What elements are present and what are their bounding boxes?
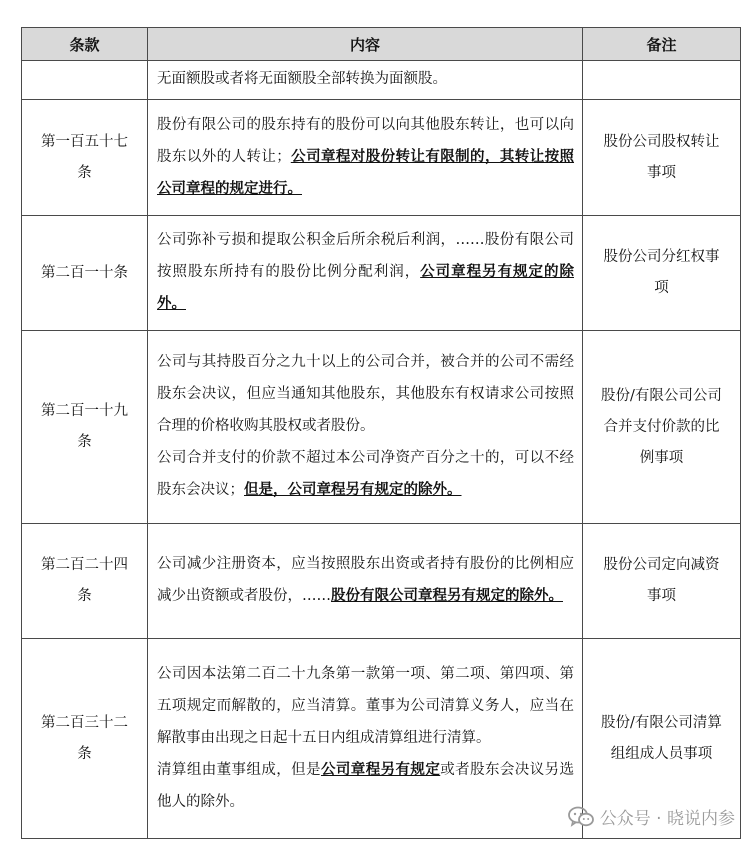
header-clause: 条款 bbox=[22, 28, 148, 61]
content-text: 或者股东会决议另选他人的除外。 bbox=[157, 761, 575, 810]
content-paragraph bbox=[157, 63, 574, 95]
table-row bbox=[22, 216, 741, 331]
highlighted-text: 股份有限公司章程另有规定的除外。 bbox=[331, 587, 563, 604]
content-text: 公司因本法第二百二十九条第一款第一项、第二项、第四项、第五项规定而解散的，应当清算。董事为公司清算义务人，应当在解散事由出现之日起十五日内组成清算组进行清算。 bbox=[157, 665, 574, 746]
content-cell bbox=[148, 331, 583, 524]
content-text: 清算组由董事组成，但是 bbox=[157, 761, 321, 778]
highlighted-text: 公司章程另有规定 bbox=[320, 760, 441, 778]
wechat-icon bbox=[568, 806, 594, 828]
watermark-text: 公众号 · 晓说内参 bbox=[599, 809, 735, 829]
clause-cell bbox=[22, 61, 148, 100]
remark-cell: 股份公司股权转让事项 bbox=[583, 100, 741, 216]
clause-table bbox=[21, 27, 741, 839]
content-cell bbox=[148, 100, 583, 216]
clause-cell: 第二百三十二条 bbox=[22, 639, 148, 839]
content-text: 公司与其持股百分之九十以上的公司合并，被合并的公司不需经股东会决议，但应当通知其他股东，其他股东有权请求公司按照合理的价格收购其股权或者股份。 bbox=[157, 354, 574, 434]
content-text: 无面额股或者将无面额股全部转换为面额股。 bbox=[157, 71, 447, 87]
table-row bbox=[22, 331, 741, 524]
watermark bbox=[568, 804, 735, 829]
content-text: 公司合并支付的价款不超过本公司净资产百分之十的，可以不经股东会决议； bbox=[157, 450, 574, 498]
content-paragraph bbox=[157, 346, 574, 442]
table-row bbox=[22, 61, 741, 100]
remark-cell bbox=[583, 61, 741, 100]
highlighted-text: 但是，公司章程另有规定的除外。 bbox=[244, 481, 462, 498]
clause-cell: 第一百五十七条 bbox=[22, 100, 148, 216]
content-text: 股份有限公司的股东持有的股份可以向其他股东转让，也可以向股东以外的人转让； bbox=[157, 116, 574, 165]
clause-cell: 第二百一十条 bbox=[22, 216, 148, 331]
header-content: 内容 bbox=[148, 28, 583, 61]
content-cell bbox=[148, 61, 583, 100]
content-paragraph bbox=[157, 442, 574, 506]
content-paragraph bbox=[157, 109, 574, 205]
clause-cell: 第二百一十九条 bbox=[22, 331, 148, 524]
content-cell bbox=[148, 639, 583, 839]
remark-cell: 股份/有限公司清算组组成人员事项 bbox=[583, 639, 741, 839]
table-row bbox=[22, 100, 741, 216]
header-remark: 备注 bbox=[583, 28, 741, 61]
highlighted-text: 公司章程另有规定的除外。 bbox=[157, 263, 574, 312]
content-paragraph bbox=[157, 224, 574, 320]
remark-cell: 股份公司分红权事项 bbox=[583, 216, 741, 331]
table-row bbox=[22, 524, 741, 639]
content-paragraph bbox=[157, 548, 574, 612]
content-cell bbox=[148, 216, 583, 331]
remark-cell: 股份公司定向减资事项 bbox=[583, 524, 741, 639]
remark-cell: 股份/有限公司公司合并支付价款的比例事项 bbox=[583, 331, 741, 524]
content-cell bbox=[148, 524, 583, 639]
content-text: 公司减少注册资本，应当按照股东出资或者持有股份的比例相应减少出资额或者股份，…… bbox=[157, 556, 574, 604]
clause-cell: 第二百二十四条 bbox=[22, 524, 148, 639]
table-header-row bbox=[22, 28, 741, 61]
table-body bbox=[22, 61, 741, 839]
content-paragraph bbox=[157, 658, 574, 754]
content-text: 公司弥补亏损和提取公积金后所余税后利润，……股份有限公司按照股东所持有的股份比例分配利润， bbox=[157, 232, 574, 280]
content-paragraph bbox=[157, 754, 574, 818]
highlighted-text: 公司章程对股份转让有限制的，其转让按照公司章程的规定进行。 bbox=[157, 147, 575, 197]
